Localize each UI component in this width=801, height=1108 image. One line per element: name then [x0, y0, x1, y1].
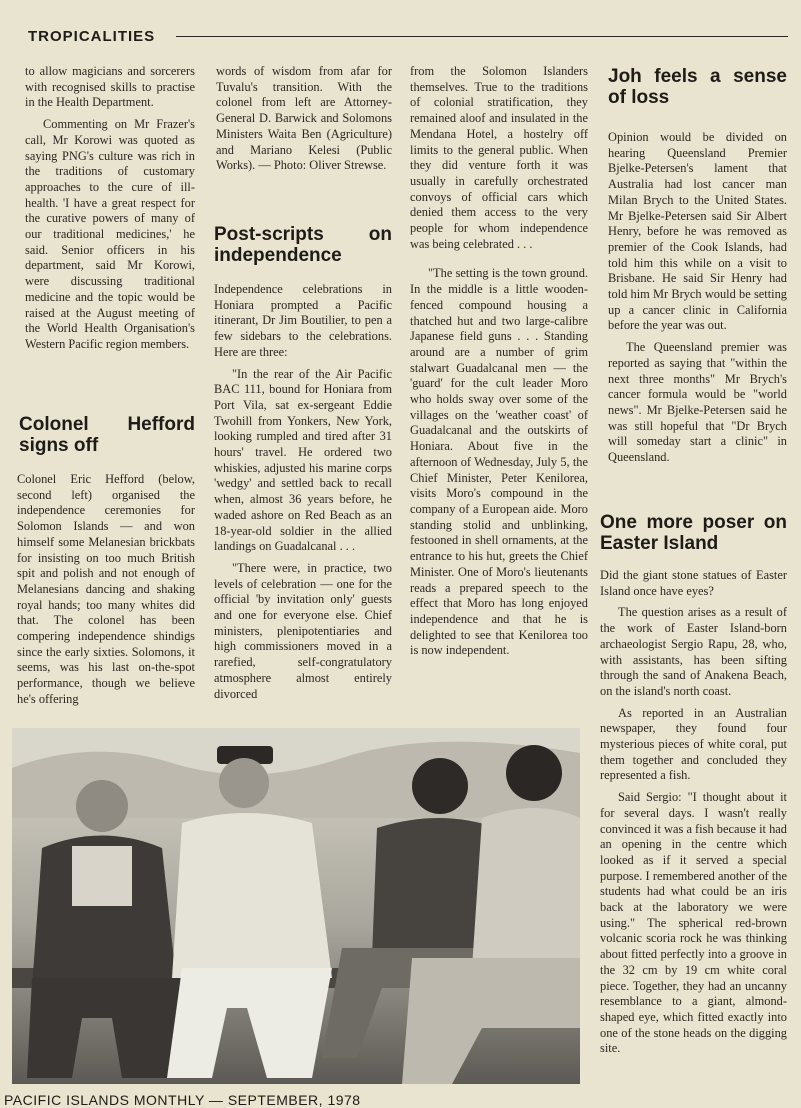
column-1-hefford — [17, 414, 195, 708]
article-paragraph: Colonel Eric Hefford (below, second left) organised the independence ceremonies for Solomon Islands — and won himself some Melanesian brickbats for insisting on too much British spit and polish and not enough of Melanesians dancing and shaking royal hands; too many whites did that. The colonel has been compering independence shindigs since the early sixties. Solomons, it seems, was his last on-the-spot performance, though we believe he's offering — [17, 472, 195, 706]
headline-hefford: Colonel Hefford signs off — [19, 414, 195, 456]
header-rule — [176, 36, 788, 37]
article-paragraph: from the Solomon Islanders themselves. True to the traditions of colonial stratification, they remained aloof and insulated in the Mendana Hotel, a hostelry off limits to the general public. When they did venture forth it was usually in carefully orchestrated convoys of official cars which denied them access to the very people for whom independence was being celebrated . . . — [410, 64, 588, 251]
photo-caption: words of wisdom from afar for Tuvalu's transition. With the colonel from left are Attorney-General D. Barwick and Solomons Ministers Waita Ben (Agriculture) and Mariano Kelesi (Public Works). — Photo: Oliver Strewse. — [216, 64, 392, 173]
headline-postscripts: Post-scripts on independence — [214, 224, 392, 266]
column-2 — [216, 64, 392, 174]
article-paragraph: Commenting on Mr Frazer's call, Mr Korowi was quoted as saying PNG's culture was rich in the traditions of customary approaches to the cure of ill-health. 'I have a great respect for the curative powers of many of our traditional medicines,' he said. Senior officers in his department, said Mr Korowi, were discussing traditional medicine and the topic would be raised at the August meeting of the World Health Organisation's Western Pacific region members. — [25, 117, 195, 351]
section-title: TROPICALITIES — [28, 28, 156, 45]
ceremony-photo-illustration — [12, 728, 580, 1084]
article-paragraph: "The setting is the town ground. In the middle is a little wooden-fenced compound housing a thatched hut and two large-calibre Japanese field guns . . . Standing around are a number of grim stalwart Guadalcanal men — the 'guard' for the cult leader Moro who holds sway over some of the villages on the 'weather coast' of Guadalcanal and the outskirts of Honiara. About five in the afternoon of Wednesday, July 5, the Chief Minister, Peter Kenilorea, visits Moro's compound in the company of a European aide. Moro standing stolid and unblinking, festooned in shell ornaments, at the entrance to his hut, greets the Chief Minister. One of Moro's lieutenants reads a prepared speech to the effect that Moro has long enjoyed independence and that he is delighted to see that Kenilorea too is now independent. — [410, 266, 588, 658]
column-3 — [410, 64, 588, 659]
article-paragraph: "There were, in practice, two levels of celebration — one for the official 'by invitation only' guests and one for everyone else. Chief ministers, plenipotentiaries and high commissioners moved in a rarefied, self-congratulatory atmosphere almost entirely divorced — [214, 560, 392, 701]
headline-joh: Joh feels a sense of loss — [608, 66, 787, 108]
article-paragraph: Did the giant stone statues of Easter Island once have eyes? — [600, 568, 787, 598]
ceremony-photo — [12, 728, 580, 1084]
column-4-joh — [608, 66, 787, 466]
page-footer: PACIFIC ISLANDS MONTHLY — SEPTEMBER, 1978 — [4, 1092, 361, 1108]
article-paragraph: to allow magicians and sorcerers with recognised skills to practise in the Health Department. — [25, 64, 195, 110]
column-4-easter — [600, 512, 787, 1057]
column-2-postscripts — [214, 224, 392, 702]
article-paragraph: As reported in an Australian newspaper, they found four mysterious pieces of white coral, put them together and concluded they represented a fish. — [600, 705, 787, 783]
article-paragraph: Opinion would be divided on hearing Queensland Premier Bjelke-Petersen's lament that Australia had lost cancer man Milan Brych to the United States. Mr Bjelke-Petersen said Sir Albert Henry, before he was removed as premier of the Cook Islands, had told him this while on a visit to Brisbane. He said Sir Henry had told him Mr Brych would be setting up a cancer clinic in California before the year was out. — [608, 130, 787, 333]
article-paragraph: "In the rear of the Air Pacific BAC 111, bound for Honiara from Port Vila, sat ex-sergeant Eddie Twohill from Yonkers, New York, looking rumpled and tired after 31 hours' travel. He ordered two whiskies, adjusted his marine corps 'wedgy' and settled back to recall when, almost 36 years before, he waded ashore on Red Beach as an 18-year-old soldier in the allied landings on Guadalcanal . . . — [214, 366, 392, 554]
article-paragraph: Independence celebrations in Honiara prompted a Pacific itinerant, Dr Jim Boutilier, to pen a few sidebars to the celebrations. Here are three: — [214, 282, 392, 359]
article-paragraph: The question arises as a result of the work of Easter Island-born archaeologist Sergio Rapu, 28, who, with assistants, has been sifting through the sand of Anakena Beach, on the island's north coast. — [600, 605, 787, 698]
headline-easter: One more poser on Easter Island — [600, 512, 787, 554]
article-paragraph: The Queensland premier was reported as saying that "within the next three months" Mr Brych's cancer formula would be "world news". Mr Bjelke-Petersen said he was still hopeful that "Dr Brych will someday start a clinic" in Queensland. — [608, 340, 787, 465]
article-paragraph: Said Sergio: "I thought about it for several days. I wasn't really convinced it was a fish because it had an opening in the centre which looked as if it served a special purpose. I remembered another of the students had what could be an iris back at the laboratory we were using." The spherical red-brown volcanic scoria rock he was thinking about fitted perfectly into a groove in the 32 cm by 19 cm white coral piece. Together, they had an uncanny resemblance to a giant, almond-shaped eye, which fitted exactly into one of the stone heads on the digging site. — [600, 790, 787, 1056]
column-1 — [25, 64, 195, 353]
